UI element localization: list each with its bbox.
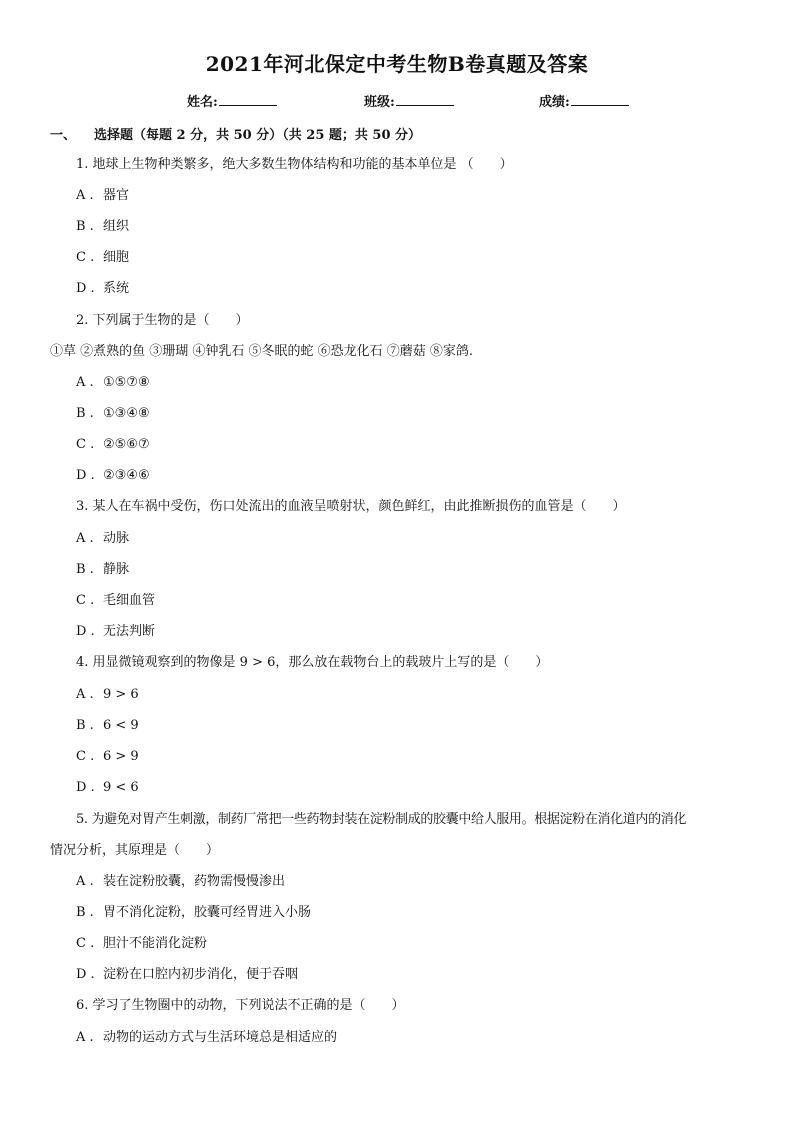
option-a bbox=[76, 873, 285, 891]
option-text: 静脉 bbox=[103, 562, 130, 577]
option-b bbox=[76, 405, 150, 423]
option-b bbox=[76, 218, 129, 236]
option-text: 9 > 6 bbox=[103, 687, 139, 702]
option-b bbox=[76, 904, 311, 922]
option-text: 9 < 6 bbox=[103, 780, 139, 795]
option-letter: B . bbox=[76, 905, 94, 920]
option-b bbox=[76, 717, 139, 735]
option-d bbox=[76, 467, 150, 485]
question-stem: 4. 用显微镜观察到的物像是 9 > 6，那么放在载物台上的载玻片上写的是（ ） bbox=[76, 655, 549, 670]
page-title: 2021年河北保定中考生物B卷真题及答案 bbox=[205, 52, 589, 76]
option-c bbox=[76, 935, 207, 953]
option-letter: D . bbox=[76, 624, 95, 639]
option-d bbox=[76, 966, 298, 984]
class-label: 班级: bbox=[364, 95, 395, 110]
option-d bbox=[76, 779, 139, 797]
question-stem: 1. 地球上生物种类繁多，绝大多数生物体结构和功能的基本单位是 （ ） bbox=[76, 157, 513, 172]
option-text: 器官 bbox=[103, 188, 130, 203]
class-blank bbox=[396, 92, 454, 106]
option-letter: C . bbox=[76, 593, 95, 608]
option-text: ②⑤⑥⑦ bbox=[103, 437, 150, 452]
option-text: 毛细血管 bbox=[103, 593, 156, 608]
option-d bbox=[76, 623, 155, 641]
option-c bbox=[76, 748, 139, 766]
option-b bbox=[76, 561, 129, 579]
option-text: 无法判断 bbox=[103, 624, 156, 639]
option-letter: B . bbox=[76, 406, 94, 421]
name-blank bbox=[219, 92, 277, 106]
option-letter: C . bbox=[76, 749, 95, 764]
option-c bbox=[76, 249, 129, 267]
score-field bbox=[539, 91, 629, 110]
option-letter: D . bbox=[76, 967, 95, 982]
name-field bbox=[187, 91, 277, 110]
option-text: 动脉 bbox=[103, 531, 130, 546]
name-label: 姓名: bbox=[187, 95, 218, 110]
option-a bbox=[76, 530, 129, 548]
option-text: 淀粉在口腔内初步消化，便于吞咽 bbox=[103, 967, 299, 982]
option-letter: B . bbox=[76, 219, 94, 234]
option-a bbox=[76, 686, 139, 704]
option-letter: D . bbox=[76, 468, 95, 483]
option-d bbox=[76, 280, 129, 298]
student-info-row bbox=[0, 91, 794, 111]
option-text: 组织 bbox=[103, 219, 130, 234]
question-stem: 5. 为避免对胃产生刺激，制药厂常把一些药物封装在淀粉制成的胶囊中给人服用。根据淀粉在消化道内的消化 bbox=[76, 812, 687, 827]
option-c bbox=[76, 436, 150, 454]
option-letter: C . bbox=[76, 437, 95, 452]
score-blank bbox=[571, 92, 629, 106]
option-text: ②③④⑥ bbox=[103, 468, 150, 483]
option-a bbox=[76, 374, 150, 392]
option-letter: D . bbox=[76, 281, 95, 296]
option-c bbox=[76, 592, 155, 610]
option-a bbox=[76, 1029, 337, 1047]
option-letter: A . bbox=[76, 874, 94, 889]
option-text: 细胞 bbox=[103, 250, 130, 265]
score-label: 成绩: bbox=[539, 95, 570, 110]
section-title: 选择题（每题 2 分，共 50 分）（共 25 题；共 50 分） bbox=[94, 128, 422, 143]
section-number: 一、 bbox=[50, 128, 77, 143]
option-letter: A . bbox=[76, 188, 94, 203]
option-text: 胃不消化淀粉，胶囊可经胃进入小肠 bbox=[103, 905, 312, 920]
option-text: 胆汁不能消化淀粉 bbox=[103, 936, 208, 951]
option-letter: C . bbox=[76, 936, 95, 951]
option-text: ①⑤⑦⑧ bbox=[103, 375, 150, 390]
option-text: 装在淀粉胶囊，药物需慢慢渗出 bbox=[103, 874, 286, 889]
option-letter: A . bbox=[76, 531, 94, 546]
option-text: 动物的运动方式与生活环境总是相适应的 bbox=[103, 1030, 338, 1045]
option-letter: A . bbox=[76, 375, 94, 390]
option-letter: A . bbox=[76, 1030, 94, 1045]
option-text: 系统 bbox=[103, 281, 130, 296]
question-stem: 2. 下列属于生物的是（ ） bbox=[76, 313, 249, 328]
option-letter: B . bbox=[76, 562, 94, 577]
option-letter: A . bbox=[76, 687, 94, 702]
option-text: 6 < 9 bbox=[103, 718, 139, 733]
question-items: ①草 ②煮熟的鱼 ③珊瑚 ④钟乳石 ⑤冬眠的蛇 ⑥恐龙化石 ⑦蘑菇 ⑧家鸽. bbox=[50, 344, 474, 359]
section-heading bbox=[50, 124, 421, 143]
option-letter: D . bbox=[76, 780, 95, 795]
option-letter: B . bbox=[76, 718, 94, 733]
question-stem: 3. 某人在车祸中受伤，伤口处流出的血液呈喷射状，颜色鲜红，由此推断损伤的血管是（ ） bbox=[76, 499, 626, 514]
option-letter: C . bbox=[76, 250, 95, 265]
question-stem-continued: 情况分析，其原理是（ ） bbox=[50, 843, 220, 858]
class-field bbox=[364, 91, 454, 110]
option-text: 6 > 9 bbox=[103, 749, 139, 764]
option-text: ①③④⑧ bbox=[103, 406, 150, 421]
option-a bbox=[76, 187, 129, 205]
question-stem: 6. 学习了生物圈中的动物，下列说法不正确的是（ ） bbox=[76, 998, 405, 1013]
